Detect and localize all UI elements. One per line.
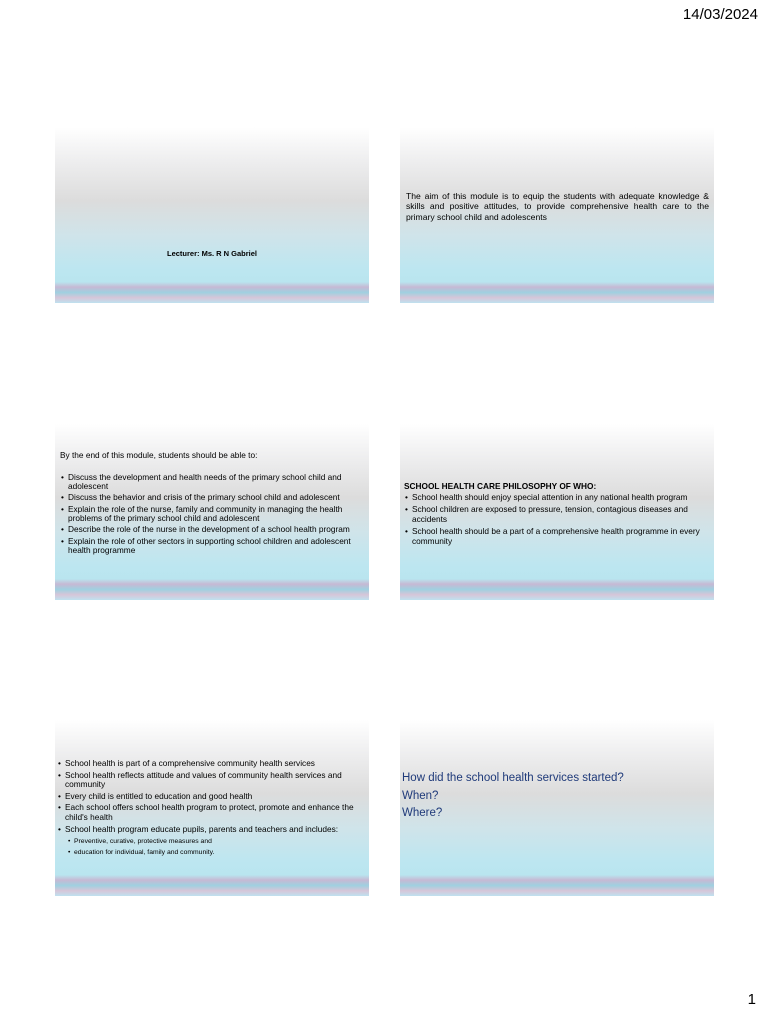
slide-who-philosophy — [400, 424, 714, 600]
lecturer-name: Lecturer: Ms. R N Gabriel — [166, 249, 258, 258]
page-number: 1 — [747, 991, 756, 1008]
question-text: Where? — [402, 807, 443, 819]
list-item: • School health program educate pupils, parents and teachers and includes: — [57, 825, 366, 835]
slide-aim — [400, 127, 714, 303]
list-item: • School health should be a part of a comprehensive health programme in every community — [404, 527, 710, 546]
list-item: • Discuss the behavior and crisis of the primary school child and adolescent — [60, 493, 359, 503]
sub-list-item: • education for individual, family and community. — [57, 847, 366, 858]
list-item: • School health reflects attitude and values of community health services and community — [57, 771, 366, 790]
list-item: • School health should enjoy special attention in any national health program — [404, 493, 710, 503]
list-item: • School children are exposed to pressure, tension, contagious diseases and accidents — [404, 505, 710, 524]
school-health-sublist — [57, 836, 366, 858]
objectives-list — [60, 473, 359, 556]
slide-title — [55, 127, 369, 303]
question-text: When? — [402, 789, 439, 802]
school-health-list — [57, 759, 366, 834]
list-item: • Describe the role of the nurse in the development of a school health program — [60, 525, 359, 535]
module-aim-text: The aim of this module is to equip the students with adequate knowledge & skills and positive attitudes, to provide comprehensive health care to the primary school child and adolescents — [406, 191, 709, 222]
philosophy-content — [404, 482, 710, 550]
print-date: 14/03/2024 — [682, 6, 758, 23]
questions-content — [402, 770, 624, 823]
list-item: • Discuss the development and health needs of the primary school child and adolescent — [60, 473, 359, 492]
slide-school-health — [55, 720, 369, 896]
slide-questions — [400, 720, 714, 896]
objectives-intro: By the end of this module, students should be able to: — [60, 450, 258, 460]
slide-objectives — [55, 424, 369, 600]
list-item: • School health is part of a comprehensive community health services — [57, 759, 366, 769]
question-text: How did the school health services started? — [402, 772, 624, 784]
sub-list-item: • Preventive, curative, protective measures and — [57, 836, 366, 847]
objectives-content — [60, 451, 359, 557]
list-item: • Every child is entitled to education and good health — [57, 792, 366, 802]
list-item: • Explain the role of other sectors in supporting school children and adolescent health programme — [60, 537, 359, 556]
list-item: • Each school offers school health program to protect, promote and enhance the child's health — [57, 803, 366, 822]
list-item: • Explain the role of the nurse, family and community in managing the health problems of the primary school child and adolescent — [60, 505, 359, 524]
school-health-content — [57, 759, 366, 858]
philosophy-heading: SCHOOL HEALTH CARE PHILOSOPHY OF WHO: — [404, 481, 597, 491]
philosophy-list — [404, 493, 710, 547]
